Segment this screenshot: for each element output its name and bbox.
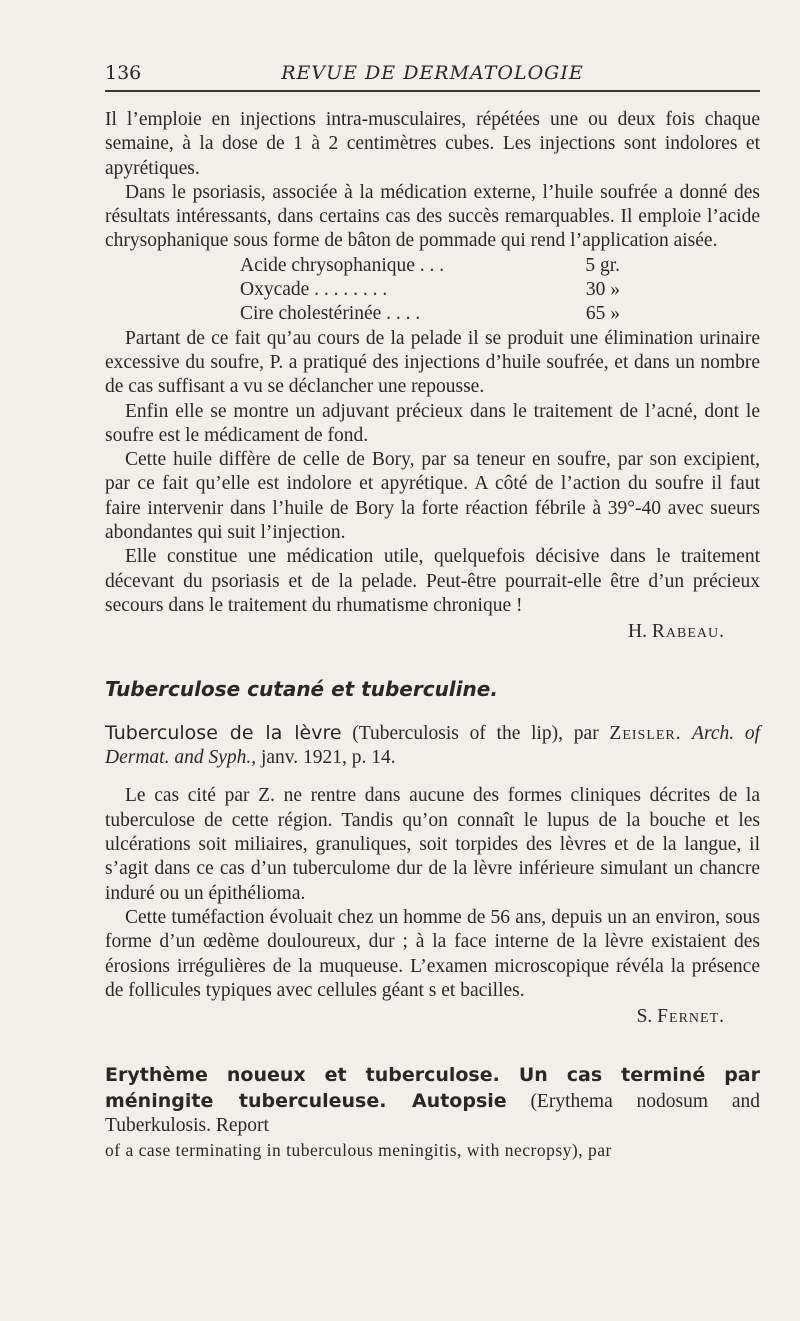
signature-name: Rabeau. [651, 621, 725, 643]
paragraph: Partant de ce fait qu’au cours de la pelade il se produit une élimination urinaire excessive du soufre, P. a pratiqué des injections d’huile soufrée, et dans un nombre de cas suffisant a vu se déclancher une repousse. [105, 327, 760, 398]
reference-text-line: of a case terminating in tuberculous meningitis, with necropsy), par [105, 1140, 612, 1161]
section-title: Tuberculose cutané et tuberculine. [105, 676, 498, 701]
page-header [105, 58, 760, 92]
article-heading [105, 1063, 760, 1138]
page-number: 136 [105, 62, 142, 84]
formula-ingredient: Acide chrysophanique . . . [240, 254, 445, 276]
formula-dose: 30 » [585, 279, 620, 301]
paragraph: Cette huile diffère de celle de Bory, par sa teneur en soufre, par son excipient, par ce fait qu’elle est indolore et apyrétique. A côté de l’action du soufre il faut faire intervenir dans l’huile de Bory la forte réaction fébrile à 39°-40 avec sueurs abondantes qui suit l’injection. [105, 449, 760, 544]
paragraph: Enfin elle se montre un adjuvant précieux dans le traitement de l’acné, dont le soufre est le médicament de fond. [105, 400, 760, 446]
formula-dose: 5 gr. [585, 254, 620, 276]
paragraph: Elle constitue une médication utile, quelquefois décisive dans le traitement décevant du psoriasis et de la pelade. Peut-être pourrait-elle être d’un précieux secours dans le traitement du rhumatisme chronique ! [105, 546, 760, 616]
signature-initial: S. [636, 1006, 653, 1028]
article-title: Erythème noueux et tuberculose. Un cas terminé par méningite tuberculeuse. Autopsie [105, 1064, 760, 1112]
author-signature [105, 620, 760, 644]
formula-row [240, 302, 620, 326]
article-heading [105, 721, 760, 771]
reference-text: (Erythema nodosum and Tuberkulosis. Report [105, 1090, 760, 1136]
formula-ingredient: Cire cholestérinée . . . . [240, 303, 421, 325]
formula-row [240, 254, 620, 278]
reference-text: (Tuberculosis of the lip), par [341, 722, 610, 744]
author-signature [105, 1005, 760, 1029]
formula-ingredient: Oxycade . . . . . . . . [240, 279, 388, 301]
article-title: Tuberculose de la lèvre [105, 721, 342, 744]
spacer [105, 1029, 760, 1063]
spacer [105, 770, 760, 784]
formula-row [240, 278, 620, 302]
running-title: REVUE DE DERMATOLOGIE [281, 62, 584, 84]
paragraph: Dans le psoriasis, associée à la médication externe, l’huile soufrée a donné des résultats intéressants, dans certains cas des succès remarquables. Il emploie l’acide chrysophanique sous forme de bâton de pommade qui rend l’application aisée. [105, 181, 760, 252]
paragraph: Il l’emploie en injections intra-musculaires, répétées une ou deux fois chaque semaine, à la dose de 1 à 2 centimètres cubes. Les injections sont indolores et apyrétiques. [105, 109, 760, 179]
formula-dose: 65 » [585, 303, 620, 325]
signature-name: Fernet. [657, 1006, 725, 1028]
reference-author: Zeisler. [609, 722, 682, 744]
signature-initial: H. [628, 621, 648, 643]
paragraph: Le cas cité par Z. ne rentre dans aucune des formes cliniques décrites de la tuberculose de cette région. Tandis qu’on connaît le lupus de la bouche et les ulcérations soit miliaires, granuliques, soit torpides des lèvres et de la langue, il s’agit dans ce cas d’un tuberculome dur de la lèvre inférieure simulant un chancre induré ou un épithélioma. [105, 785, 760, 904]
formula-table [240, 254, 620, 327]
reference-date: janv. 1921, p. 14. [256, 747, 396, 769]
page-content [105, 108, 760, 1163]
paragraph: Cette tuméfaction évoluait chez un homme de 56 ans, depuis un an environ, sous forme d’un œdème douloureux, dur ; à la face interne de la lèvre existaient des érosions irrégulières de la muqueuse. L’examen microscopique révéla la présence de follicules typiques avec cellules géant s et bacilles. [105, 906, 760, 1001]
reference-journal: Arch. of Dermat. and Syph., [105, 722, 760, 769]
